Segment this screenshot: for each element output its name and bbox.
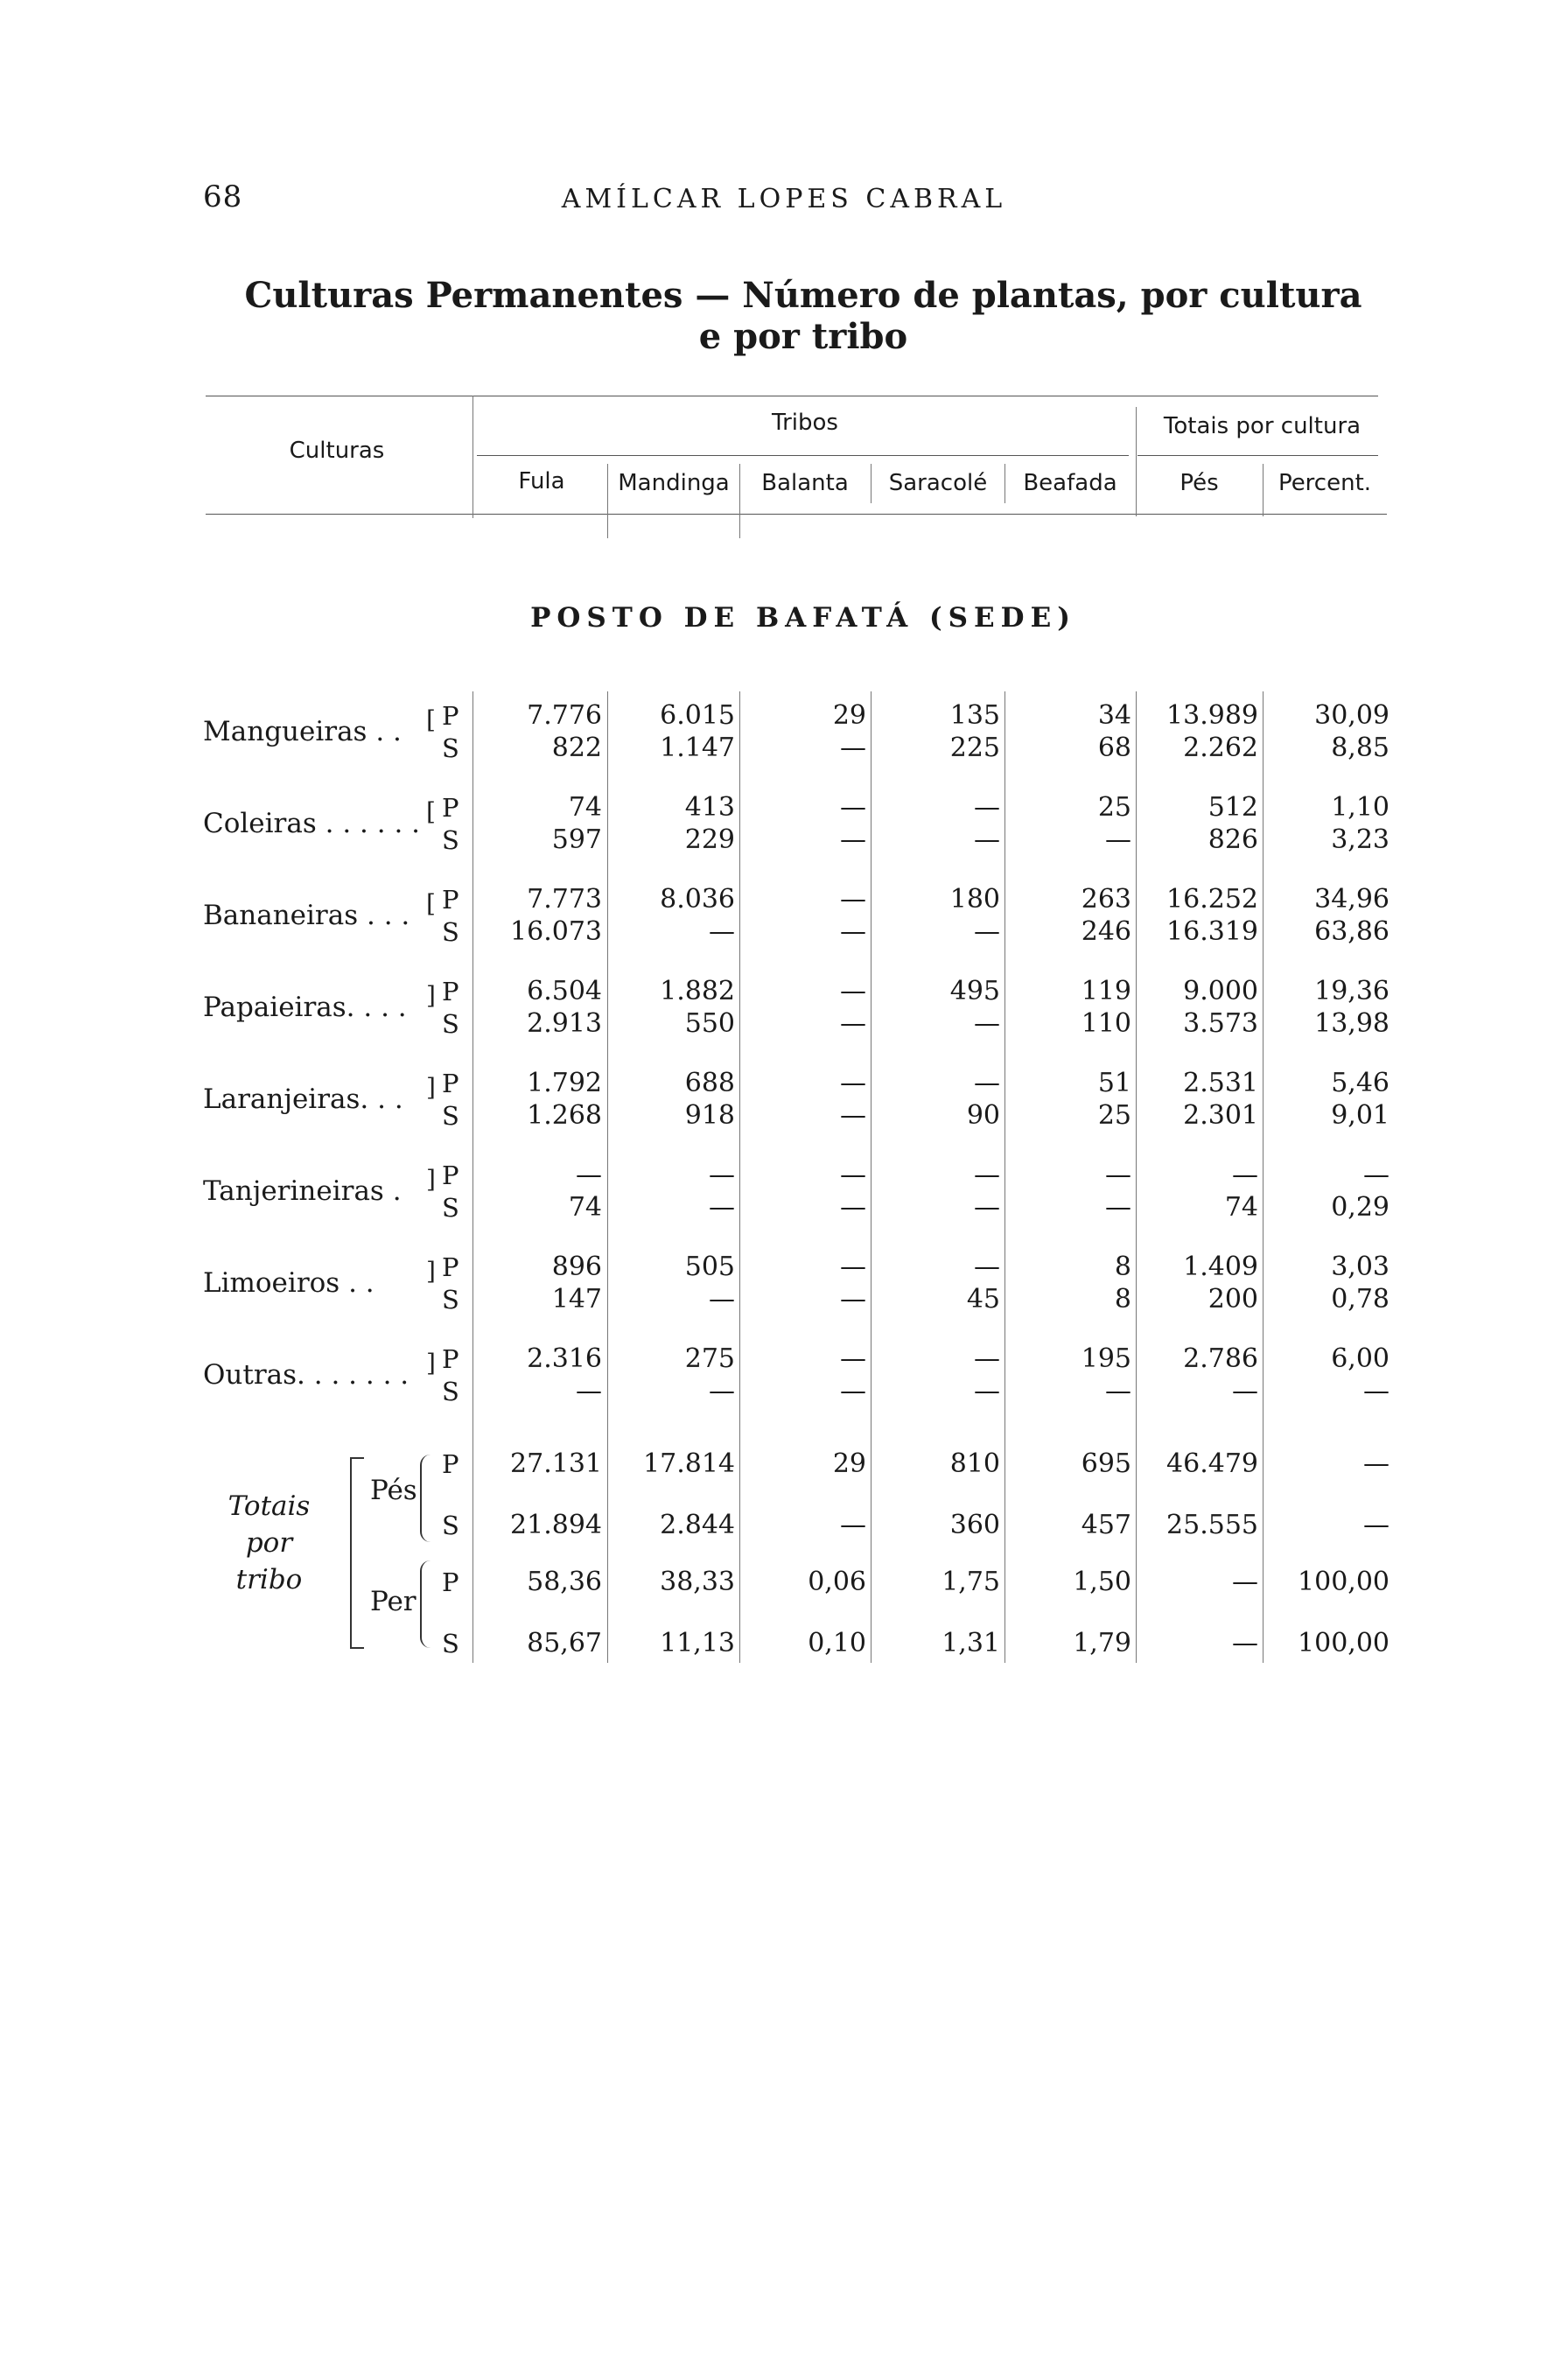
totals-cell-pes-p-col-0: 27.131	[510, 1448, 602, 1479]
header-vrule-tribos	[1136, 407, 1137, 516]
row-s-label: S	[442, 1009, 459, 1039]
tribos-rule	[477, 455, 1129, 456]
cell-s-col-5: 2.262	[1183, 733, 1258, 763]
cell-s-col-2: —	[840, 1376, 866, 1406]
cell-s-col-4: 68	[1097, 733, 1131, 763]
cell-p-col-3: —	[974, 1343, 1000, 1374]
totals-cell-pes-p-col-3: 810	[949, 1448, 1000, 1479]
totals-cell-per-p-col-6: 100,00	[1298, 1567, 1390, 1597]
row-brace: [	[426, 889, 436, 918]
header-bottom-rule	[206, 514, 1387, 515]
row-s-label: S	[442, 733, 459, 763]
totals-cell-pes-p-col-5: 46.479	[1166, 1448, 1258, 1479]
cell-p-col-1: 1.882	[660, 976, 735, 1006]
cell-p-col-0: 1.792	[527, 1068, 602, 1098]
row-brace: ]	[426, 1349, 436, 1378]
table-title-line-1: Culturas Permanentes — Número de plantas, por cultura	[244, 275, 1362, 316]
cell-p-col-4: 119	[1081, 976, 1131, 1006]
cell-p-col-2: —	[840, 1252, 866, 1282]
cell-s-col-4: —	[1105, 1376, 1131, 1406]
running-head: AMÍLCAR LOPES CABRAL	[561, 184, 1007, 214]
body-vrule-3	[871, 691, 872, 1663]
totals-cell-pes-s-col-5: 25.555	[1166, 1510, 1258, 1540]
cell-s-col-0: 147	[551, 1284, 602, 1315]
row-label: Tanjerineiras .	[203, 1175, 402, 1207]
cell-p-col-5: 1.409	[1183, 1252, 1258, 1282]
cell-s-col-4: —	[1105, 1192, 1131, 1223]
cell-p-col-3: 180	[949, 884, 1000, 915]
row-p-label: P	[442, 885, 459, 915]
cell-p-col-2: —	[840, 1068, 866, 1098]
cell-p-col-2: —	[840, 1160, 866, 1190]
cell-p-col-4: 51	[1097, 1068, 1131, 1098]
cell-s-col-3: —	[974, 916, 1000, 947]
totals-cell-pes-s-col-6: —	[1363, 1510, 1390, 1540]
cell-p-col-3: 135	[949, 700, 1000, 731]
page-number: 68	[203, 179, 243, 214]
cell-s-col-2: —	[840, 1192, 866, 1223]
cell-s-col-2: —	[840, 1008, 866, 1039]
row-s-label: S	[442, 1377, 459, 1406]
totals-pes-brace	[420, 1455, 432, 1542]
row-p-label: P	[442, 701, 459, 731]
cell-p-col-4: 34	[1097, 700, 1131, 731]
row-s-label: S	[442, 917, 459, 947]
cell-p-col-5: 16.252	[1166, 884, 1258, 915]
cell-p-col-4: —	[1105, 1160, 1131, 1190]
cell-s-col-2: —	[840, 1284, 866, 1315]
cell-s-col-1: 550	[684, 1008, 735, 1039]
row-brace: ]	[426, 1165, 436, 1194]
cell-p-col-5: 9.000	[1183, 976, 1258, 1006]
row-brace: [	[426, 797, 436, 826]
header-vrule-culturas	[472, 396, 473, 518]
cell-p-col-0: 7.773	[527, 884, 602, 915]
body-vrule-4	[1004, 691, 1005, 1663]
totals-cell-per-s-col-6: 100,00	[1298, 1628, 1390, 1658]
cell-p-col-6: 34,96	[1314, 884, 1390, 915]
cell-p-col-5: 512	[1208, 792, 1258, 823]
totals-ps-label: S	[442, 1511, 459, 1540]
cell-s-col-6: 0,78	[1331, 1284, 1390, 1315]
totals-cell-per-s-col-1: 11,13	[660, 1628, 735, 1658]
cell-p-col-4: 8	[1114, 1252, 1131, 1282]
row-s-label: S	[442, 1101, 459, 1131]
cell-s-col-6: 9,01	[1331, 1100, 1390, 1131]
row-label: Papaieiras. . . .	[203, 992, 407, 1023]
cell-p-col-6: 6,00	[1331, 1343, 1390, 1374]
totals-outer-bracket	[350, 1457, 364, 1649]
body-vrule-6	[1263, 691, 1264, 1663]
cell-p-col-6: 19,36	[1314, 976, 1390, 1006]
cell-p-col-2: —	[840, 884, 866, 915]
row-brace: [	[426, 705, 436, 734]
row-brace: ]	[426, 981, 436, 1010]
totals-cell-pes-p-col-6: —	[1363, 1448, 1390, 1479]
cell-s-col-6: 0,29	[1331, 1192, 1390, 1223]
cell-s-col-1: —	[709, 916, 735, 947]
totals-per-brace	[420, 1560, 432, 1648]
cell-p-col-4: 25	[1097, 792, 1131, 823]
cell-p-col-6: —	[1363, 1160, 1390, 1190]
cell-p-col-1: 8.036	[660, 884, 735, 915]
cell-s-col-3: 45	[966, 1284, 1000, 1315]
row-s-label: S	[442, 1285, 459, 1315]
cell-s-col-1: —	[709, 1192, 735, 1223]
cell-s-col-0: 74	[568, 1192, 602, 1223]
row-label: Bananeiras . . .	[203, 900, 410, 931]
cell-p-col-2: —	[840, 1343, 866, 1374]
totals-cell-per-p-col-2: 0,06	[808, 1567, 866, 1597]
cell-s-col-3: —	[974, 824, 1000, 855]
cell-p-col-1: 688	[684, 1068, 735, 1098]
totals-cell-per-s-col-4: 1,79	[1073, 1628, 1131, 1658]
cell-s-col-6: 13,98	[1314, 1008, 1390, 1039]
header-col-balanta: Balanta	[761, 470, 849, 496]
cell-s-col-3: —	[974, 1008, 1000, 1039]
cell-s-col-1: 1.147	[660, 733, 735, 763]
cell-s-col-0: 822	[551, 733, 602, 763]
cell-s-col-0: 597	[551, 824, 602, 855]
cell-s-col-3: —	[974, 1376, 1000, 1406]
row-label: Limoeiros . .	[203, 1267, 374, 1299]
header-col-beafada: Beafada	[1023, 470, 1117, 496]
cell-p-col-6: 5,46	[1331, 1068, 1390, 1098]
cell-s-col-4: —	[1105, 824, 1131, 855]
cell-s-col-6: 8,85	[1331, 733, 1390, 763]
header-col-fula: Fula	[518, 468, 565, 494]
header-col-pes: Pés	[1180, 470, 1219, 496]
cell-s-col-0: 2.913	[527, 1008, 602, 1039]
totals-cell-per-s-col-2: 0,10	[808, 1628, 866, 1658]
totals-label-line-3: tribo	[235, 1564, 303, 1595]
row-p-label: P	[442, 1252, 459, 1282]
cell-p-col-3: —	[974, 1252, 1000, 1282]
cell-p-col-0: 74	[568, 792, 602, 823]
section-heading: POSTO DE BAFATÁ (SEDE)	[530, 602, 1076, 634]
row-label: Outras. . . . . . .	[203, 1359, 410, 1391]
cell-p-col-0: 2.316	[527, 1343, 602, 1374]
cell-p-col-4: 195	[1081, 1343, 1131, 1374]
cell-p-col-3: —	[974, 1068, 1000, 1098]
cell-p-col-5: 2.531	[1183, 1068, 1258, 1098]
body-vrule-1	[607, 691, 608, 1663]
cell-p-col-0: —	[576, 1160, 602, 1190]
row-label: Mangueiras . .	[203, 716, 402, 747]
cell-p-col-1: 275	[684, 1343, 735, 1374]
row-p-label: P	[442, 1344, 459, 1374]
cell-s-col-5: 3.573	[1183, 1008, 1258, 1039]
cell-s-col-0: 16.073	[510, 916, 602, 947]
cell-s-col-2: —	[840, 916, 866, 947]
totals-cell-pes-p-col-1: 17.814	[643, 1448, 735, 1479]
cell-p-col-6: 3,03	[1331, 1252, 1390, 1282]
cell-p-col-0: 7.776	[527, 700, 602, 731]
header-culturas: Culturas	[289, 438, 385, 464]
totals-cell-per-s-col-3: 1,31	[942, 1628, 1000, 1658]
totals-cell-per-p-col-3: 1,75	[942, 1567, 1000, 1597]
totals-cell-per-s-col-0: 85,67	[527, 1628, 602, 1658]
cell-p-col-3: —	[974, 1160, 1000, 1190]
cell-s-col-4: 25	[1097, 1100, 1131, 1131]
cell-s-col-3: —	[974, 1192, 1000, 1223]
totals-cell-per-p-col-0: 58,36	[527, 1567, 602, 1597]
cell-p-col-0: 6.504	[527, 976, 602, 1006]
cell-s-col-0: —	[576, 1376, 602, 1406]
row-label: Coleiras . . . . . .	[203, 808, 421, 839]
totals-label	[210, 1488, 328, 1598]
cell-p-col-2: —	[840, 976, 866, 1006]
cell-s-col-5: —	[1232, 1376, 1258, 1406]
cell-s-col-6: —	[1363, 1376, 1390, 1406]
row-p-label: P	[442, 977, 459, 1006]
cell-p-col-1: 413	[684, 792, 735, 823]
row-s-label: S	[442, 1193, 459, 1223]
totals-ps-label: P	[442, 1567, 459, 1597]
row-brace: ]	[426, 1073, 436, 1102]
cell-p-col-1: 505	[684, 1252, 735, 1282]
totals-ps-label: S	[442, 1629, 459, 1658]
cell-s-col-2: —	[840, 1100, 866, 1131]
header-tribos: Tribos	[772, 410, 838, 436]
totals-cell-per-p-col-1: 38,33	[660, 1567, 735, 1597]
totals-cell-pes-p-col-2: 29	[832, 1448, 866, 1479]
cell-s-col-5: 826	[1208, 824, 1258, 855]
totals-cell-per-p-col-5: —	[1232, 1567, 1258, 1597]
cell-p-col-6: 30,09	[1314, 700, 1390, 731]
totals-cell-pes-s-col-3: 360	[949, 1510, 1000, 1540]
cell-s-col-1: —	[709, 1284, 735, 1315]
cell-p-col-5: —	[1232, 1160, 1258, 1190]
cell-s-col-1: —	[709, 1376, 735, 1406]
cell-s-col-4: 110	[1081, 1008, 1131, 1039]
row-p-label: P	[442, 1069, 459, 1098]
cell-s-col-3: 90	[966, 1100, 1000, 1131]
row-p-label: P	[442, 793, 459, 823]
cell-p-col-3: —	[974, 792, 1000, 823]
header-col-mandinga: Mandinga	[618, 470, 730, 496]
totals-cell-per-p-col-4: 1,50	[1073, 1567, 1131, 1597]
cell-s-col-5: 200	[1208, 1284, 1258, 1315]
cell-s-col-6: 3,23	[1331, 824, 1390, 855]
cell-s-col-4: 8	[1114, 1284, 1131, 1315]
cell-s-col-6: 63,86	[1314, 916, 1390, 947]
row-label: Laranjeiras. . .	[203, 1083, 403, 1115]
cell-s-col-4: 246	[1081, 916, 1131, 947]
cell-p-col-0: 896	[551, 1252, 602, 1282]
totals-cell-pes-s-col-2: —	[840, 1510, 866, 1540]
totals-label-line-2: por	[245, 1527, 293, 1559]
row-s-label: S	[442, 825, 459, 855]
totals-cell-pes-s-col-4: 457	[1081, 1510, 1131, 1540]
row-p-label: P	[442, 1160, 459, 1190]
cell-s-col-0: 1.268	[527, 1100, 602, 1131]
totals-label-line-1: Totais	[228, 1490, 311, 1522]
cell-p-col-3: 495	[949, 976, 1000, 1006]
cell-s-col-1: 229	[684, 824, 735, 855]
totals-pes-label: Pés	[370, 1475, 417, 1506]
header-col-percent: Percent.	[1278, 470, 1372, 496]
cell-s-col-5: 74	[1224, 1192, 1258, 1223]
cell-s-col-2: —	[840, 733, 866, 763]
totals-cell-pes-p-col-4: 695	[1081, 1448, 1131, 1479]
totals-cell-pes-s-col-0: 21.894	[510, 1510, 602, 1540]
body-vrule-2	[739, 691, 740, 1663]
cell-p-col-2: 29	[832, 700, 866, 731]
totals-cell-pes-s-col-1: 2.844	[660, 1510, 735, 1540]
totals-ps-label: P	[442, 1449, 459, 1479]
cell-p-col-2: —	[840, 792, 866, 823]
cell-p-col-5: 13.989	[1166, 700, 1258, 731]
table-title-line-2: e por tribo	[698, 316, 908, 357]
totals-cell-per-s-col-5: —	[1232, 1628, 1258, 1658]
header-totais: Totais por cultura	[1163, 413, 1362, 439]
row-brace: ]	[426, 1257, 436, 1286]
cell-p-col-4: 263	[1081, 884, 1131, 915]
cell-s-col-1: 918	[684, 1100, 735, 1131]
cell-s-col-5: 2.301	[1183, 1100, 1258, 1131]
totals-per-label: Per	[370, 1586, 416, 1617]
cell-p-col-6: 1,10	[1331, 792, 1390, 823]
cell-s-col-2: —	[840, 824, 866, 855]
cell-p-col-5: 2.786	[1183, 1343, 1258, 1374]
cell-s-col-5: 16.319	[1166, 916, 1258, 947]
body-vrule-0	[472, 691, 473, 1663]
totais-rule	[1138, 455, 1378, 456]
cell-p-col-1: —	[709, 1160, 735, 1190]
cell-p-col-1: 6.015	[660, 700, 735, 731]
header-col-saracole: Saracolé	[888, 470, 988, 496]
cell-s-col-3: 225	[949, 733, 1000, 763]
